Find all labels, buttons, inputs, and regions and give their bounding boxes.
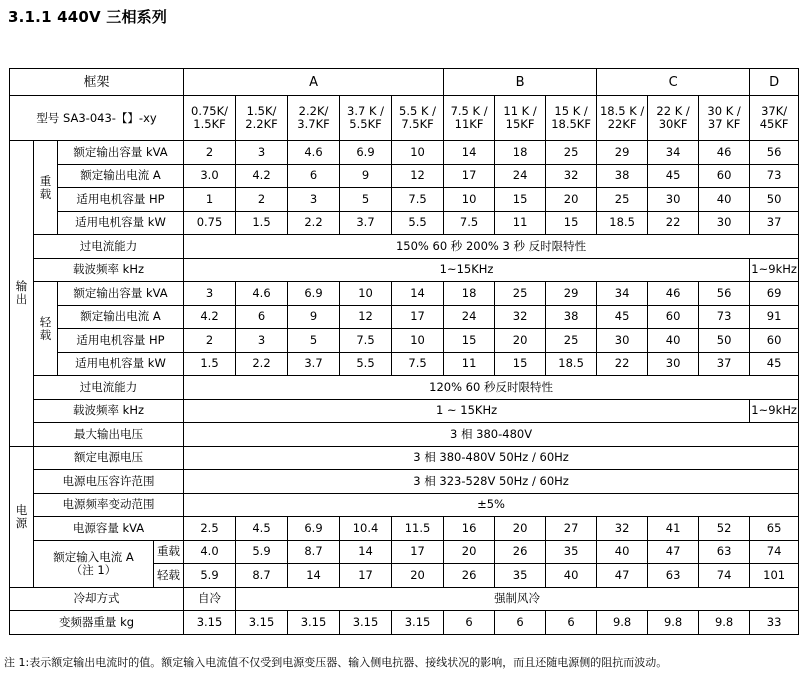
value-cell: 1.5 — [236, 211, 288, 235]
value-cell: 17 — [392, 540, 444, 564]
value-cell: 5.5 — [340, 352, 392, 376]
value-cell: 6 — [288, 164, 340, 188]
value-cell: 17 — [340, 564, 392, 588]
model-line-2: 37 KF — [707, 117, 741, 131]
value-cell: 16 — [444, 517, 495, 541]
value-cell: 34 — [597, 282, 648, 306]
value-cell: 7.5 — [444, 211, 495, 235]
value-cell: 2.2 — [288, 211, 340, 235]
value-cell: 6.9 — [340, 141, 392, 165]
model-line-1: 5.5 K / — [399, 104, 437, 118]
model-line-2: 45KF — [759, 117, 789, 131]
value-cell: 35 — [495, 564, 546, 588]
value-cell: 6.9 — [288, 517, 340, 541]
model-cell — [340, 96, 392, 141]
value-cell: 26 — [444, 564, 495, 588]
row-label: 额定输出电流 A — [58, 305, 184, 329]
value-cell: 12 — [392, 164, 444, 188]
value-cell: 9 — [340, 164, 392, 188]
value-cell: 3 — [236, 329, 288, 353]
model-cell — [392, 96, 444, 141]
model-line-2: 22KF — [607, 117, 637, 131]
value-cell: 38 — [546, 305, 597, 329]
value-cell: 2 — [184, 329, 236, 353]
value-cell: 15 — [495, 352, 546, 376]
frame-group-b: B — [444, 69, 597, 96]
value-cell: 40 — [648, 329, 699, 353]
value-cell: 34 — [648, 141, 699, 165]
input-current-label-line-2: （注 1） — [70, 562, 117, 577]
value-cell: 9.8 — [648, 611, 699, 635]
cooling-natural-cell: 自冷 — [184, 587, 236, 611]
value-cell: 29 — [597, 141, 648, 165]
model-line-1: 3.7 K / — [347, 104, 385, 118]
value-cell: 4.5 — [236, 517, 288, 541]
power-section-label — [10, 446, 34, 587]
value-cell: 2.2 — [236, 352, 288, 376]
value-cell: 30 — [699, 211, 750, 235]
value-cell: 18.5 — [597, 211, 648, 235]
span-value-cell: 120% 60 秒反时限特性 — [184, 376, 799, 400]
value-cell: 37 — [699, 352, 750, 376]
value-cell: 35 — [546, 540, 597, 564]
vertical-label-char: 轻 — [39, 314, 52, 329]
value-cell: 14 — [444, 141, 495, 165]
value-cell: 25 — [546, 141, 597, 165]
value-cell: 1~9kHz — [750, 258, 799, 282]
model-line-1: 7.5 K / — [450, 104, 488, 118]
heavy-load-label — [34, 141, 58, 235]
value-cell: 17 — [392, 305, 444, 329]
value-cell: 56 — [699, 282, 750, 306]
value-cell: 14 — [392, 282, 444, 306]
value-cell: 20 — [392, 564, 444, 588]
value-cell: 74 — [750, 540, 799, 564]
value-cell: 8.7 — [288, 540, 340, 564]
model-line-2: 30KF — [658, 117, 688, 131]
value-cell: 32 — [597, 517, 648, 541]
value-cell: 9.8 — [597, 611, 648, 635]
value-cell: 10 — [392, 329, 444, 353]
spec-table — [9, 68, 799, 635]
value-cell: 20 — [546, 188, 597, 212]
value-cell: 26 — [495, 540, 546, 564]
frame-header-label: 框架 — [10, 69, 184, 96]
value-cell: 3 — [236, 141, 288, 165]
row-label: 最大输出电压 — [34, 423, 184, 447]
vertical-label-char: 输 — [15, 279, 28, 294]
value-cell: 32 — [495, 305, 546, 329]
value-cell: 29 — [546, 282, 597, 306]
value-cell: 0.75 — [184, 211, 236, 235]
span-value-cell: 3 相 323-528V 50Hz / 60Hz — [184, 470, 799, 494]
value-cell: 18 — [495, 141, 546, 165]
value-cell: 27 — [546, 517, 597, 541]
value-cell: 7.5 — [340, 329, 392, 353]
value-cell: 6.9 — [288, 282, 340, 306]
value-cell: 10 — [444, 188, 495, 212]
row-label: 适用电机容量 kW — [58, 211, 184, 235]
value-cell: 7.5 — [392, 188, 444, 212]
model-cell — [597, 96, 648, 141]
model-cell — [648, 96, 699, 141]
value-cell: 18 — [444, 282, 495, 306]
value-cell: 15 — [495, 188, 546, 212]
value-cell: 4.6 — [288, 141, 340, 165]
model-line-1: 37K/ — [761, 104, 788, 118]
value-cell: 73 — [699, 305, 750, 329]
model-line-1: 11 K / — [503, 104, 537, 118]
value-cell: 20 — [444, 540, 495, 564]
row-label: 适用电机容量 kW — [58, 352, 184, 376]
value-cell: 52 — [699, 517, 750, 541]
row-label: 额定输出容量 kVA — [58, 141, 184, 165]
value-cell: 56 — [750, 141, 799, 165]
value-cell: 60 — [648, 305, 699, 329]
row-label: 额定电源电压 — [34, 446, 184, 470]
vertical-label-char: 电 — [15, 502, 28, 517]
value-cell: 5 — [340, 188, 392, 212]
value-cell: 5.5 — [392, 211, 444, 235]
value-cell: 4.2 — [184, 305, 236, 329]
value-cell: 10 — [340, 282, 392, 306]
model-line-2: 5.5KF — [349, 117, 382, 131]
value-cell: 5.9 — [236, 540, 288, 564]
span-value-cell: 150% 60 秒 200% 3 秒 反时限特性 — [184, 235, 799, 259]
model-line-1: 0.75K/ — [191, 104, 229, 118]
value-cell: 3.7 — [340, 211, 392, 235]
row-label: 变频器重量 kg — [10, 611, 184, 635]
value-cell: 60 — [750, 329, 799, 353]
value-cell: 37 — [750, 211, 799, 235]
value-cell: 3 — [288, 188, 340, 212]
model-cell — [184, 96, 236, 141]
span-value-cell: 3 相 380-480V 50Hz / 60Hz — [184, 446, 799, 470]
row-label: 适用电机容量 HP — [58, 188, 184, 212]
value-cell: 1.5 — [184, 352, 236, 376]
value-cell: 91 — [750, 305, 799, 329]
value-cell: 30 — [648, 188, 699, 212]
value-cell: 3.15 — [340, 611, 392, 635]
value-cell: 45 — [648, 164, 699, 188]
row-label: 载波频率 kHz — [34, 399, 184, 423]
value-cell: 20 — [495, 517, 546, 541]
frame-group-c: C — [597, 69, 750, 96]
value-cell: 46 — [699, 141, 750, 165]
model-cell — [546, 96, 597, 141]
value-cell: 6 — [444, 611, 495, 635]
vertical-label-char: 载 — [39, 327, 52, 342]
span-value-cell: 3 相 380-480V — [184, 423, 799, 447]
value-cell: 45 — [597, 305, 648, 329]
value-cell: 1~9kHz — [750, 399, 799, 423]
value-cell: 3.15 — [236, 611, 288, 635]
light-load-label — [34, 282, 58, 376]
value-cell: 10.4 — [340, 517, 392, 541]
value-cell: 25 — [597, 188, 648, 212]
value-cell: 17 — [444, 164, 495, 188]
value-cell: 60 — [699, 164, 750, 188]
value-cell: 47 — [648, 540, 699, 564]
model-cell — [750, 96, 799, 141]
row-label: 适用电机容量 HP — [58, 329, 184, 353]
value-cell: 73 — [750, 164, 799, 188]
value-cell: 12 — [340, 305, 392, 329]
value-cell: 3 — [184, 282, 236, 306]
value-cell: 5 — [288, 329, 340, 353]
value-cell: 46 — [648, 282, 699, 306]
span-value-cell: 1 ~ 15KHz — [184, 399, 750, 423]
model-cell — [699, 96, 750, 141]
cooling-forced-cell: 强制风冷 — [236, 587, 799, 611]
value-cell: 63 — [699, 540, 750, 564]
value-cell: 6 — [236, 305, 288, 329]
row-label: 电源频率变动范围 — [34, 493, 184, 517]
span-value-cell: 1~15KHz — [184, 258, 750, 282]
row-label: 电源电压容许范围 — [34, 470, 184, 494]
model-line-1: 15 K / — [554, 104, 588, 118]
value-cell: 32 — [546, 164, 597, 188]
row-label: 载波频率 kHz — [34, 258, 184, 282]
frame-group-d: D — [750, 69, 799, 96]
model-line-2: 3.7KF — [297, 117, 330, 131]
value-cell: 9.8 — [699, 611, 750, 635]
value-cell: 33 — [750, 611, 799, 635]
value-cell: 6 — [495, 611, 546, 635]
value-cell: 4.0 — [184, 540, 236, 564]
value-cell: 5.9 — [184, 564, 236, 588]
value-cell: 41 — [648, 517, 699, 541]
value-cell: 24 — [495, 164, 546, 188]
value-cell: 22 — [597, 352, 648, 376]
value-cell: 50 — [750, 188, 799, 212]
page-title: 3.1.1 440V 三相系列 — [8, 8, 168, 26]
model-line-1: 2.2K/ — [298, 104, 329, 118]
value-cell: 45 — [750, 352, 799, 376]
value-cell: 15 — [444, 329, 495, 353]
input-current-label-line-1: 额定输入电流 A — [53, 549, 134, 564]
model-line-1: 18.5 K / — [599, 104, 645, 118]
value-cell: 25 — [495, 282, 546, 306]
value-cell: 3.15 — [392, 611, 444, 635]
value-cell: 4.2 — [236, 164, 288, 188]
value-cell: 1 — [184, 188, 236, 212]
model-header-label: 型号 SA3-043-【】-xy — [10, 96, 184, 141]
row-label: 额定输出容量 kVA — [58, 282, 184, 306]
model-line-2: 1.5KF — [193, 117, 226, 131]
value-cell: 9 — [288, 305, 340, 329]
value-cell: 2.5 — [184, 517, 236, 541]
value-cell: 40 — [699, 188, 750, 212]
vertical-label-char: 载 — [39, 186, 52, 201]
model-cell — [236, 96, 288, 141]
value-cell: 30 — [597, 329, 648, 353]
span-value-cell: ±5% — [184, 493, 799, 517]
value-cell: 8.7 — [236, 564, 288, 588]
value-cell: 40 — [546, 564, 597, 588]
model-line-2: 7.5KF — [401, 117, 434, 131]
value-cell: 14 — [288, 564, 340, 588]
value-cell: 50 — [699, 329, 750, 353]
value-cell: 15 — [546, 211, 597, 235]
row-label: 过电流能力 — [34, 376, 184, 400]
output-section-label — [10, 141, 34, 447]
model-cell — [444, 96, 495, 141]
row-label: 冷却方式 — [10, 587, 184, 611]
vertical-label-char: 源 — [15, 515, 28, 530]
value-cell: 22 — [648, 211, 699, 235]
value-cell: 3.7 — [288, 352, 340, 376]
value-cell: 14 — [340, 540, 392, 564]
value-cell: 63 — [648, 564, 699, 588]
row-label: 过电流能力 — [34, 235, 184, 259]
value-cell: 10 — [392, 141, 444, 165]
model-cell — [495, 96, 546, 141]
value-cell: 11 — [444, 352, 495, 376]
light-load-sublabel: 轻载 — [154, 564, 184, 588]
value-cell: 74 — [699, 564, 750, 588]
value-cell: 38 — [597, 164, 648, 188]
value-cell: 30 — [648, 352, 699, 376]
value-cell: 20 — [495, 329, 546, 353]
model-cell — [288, 96, 340, 141]
value-cell: 11 — [495, 211, 546, 235]
value-cell: 47 — [597, 564, 648, 588]
value-cell: 11.5 — [392, 517, 444, 541]
value-cell: 25 — [546, 329, 597, 353]
value-cell: 24 — [444, 305, 495, 329]
model-line-2: 18.5KF — [551, 117, 591, 131]
value-cell: 2 — [184, 141, 236, 165]
value-cell: 101 — [750, 564, 799, 588]
vertical-label-char: 重 — [39, 173, 52, 188]
footnote: 注 1:表示额定输出电流时的值。额定输入电流值不仅受到电源变压器、输入侧电抗器、接线状况的影响，而且还随电源侧的阻抗而波动。 — [4, 656, 668, 669]
value-cell: 3.0 — [184, 164, 236, 188]
value-cell: 69 — [750, 282, 799, 306]
value-cell: 65 — [750, 517, 799, 541]
value-cell: 40 — [597, 540, 648, 564]
model-line-2: 2.2KF — [245, 117, 278, 131]
model-line-1: 30 K / — [707, 104, 741, 118]
vertical-label-char: 出 — [15, 292, 28, 307]
model-line-1: 22 K / — [656, 104, 690, 118]
model-line-1: 1.5K/ — [246, 104, 277, 118]
value-cell: 6 — [546, 611, 597, 635]
row-label: 电源容量 kVA — [34, 517, 184, 541]
value-cell: 18.5 — [546, 352, 597, 376]
value-cell: 3.15 — [184, 611, 236, 635]
input-current-label — [34, 540, 154, 587]
model-line-2: 15KF — [505, 117, 535, 131]
value-cell: 7.5 — [392, 352, 444, 376]
model-line-2: 11KF — [454, 117, 484, 131]
row-label: 额定输出电流 A — [58, 164, 184, 188]
value-cell: 3.15 — [288, 611, 340, 635]
frame-group-a: A — [184, 69, 444, 96]
value-cell: 2 — [236, 188, 288, 212]
heavy-load-sublabel: 重载 — [154, 540, 184, 564]
value-cell: 4.6 — [236, 282, 288, 306]
